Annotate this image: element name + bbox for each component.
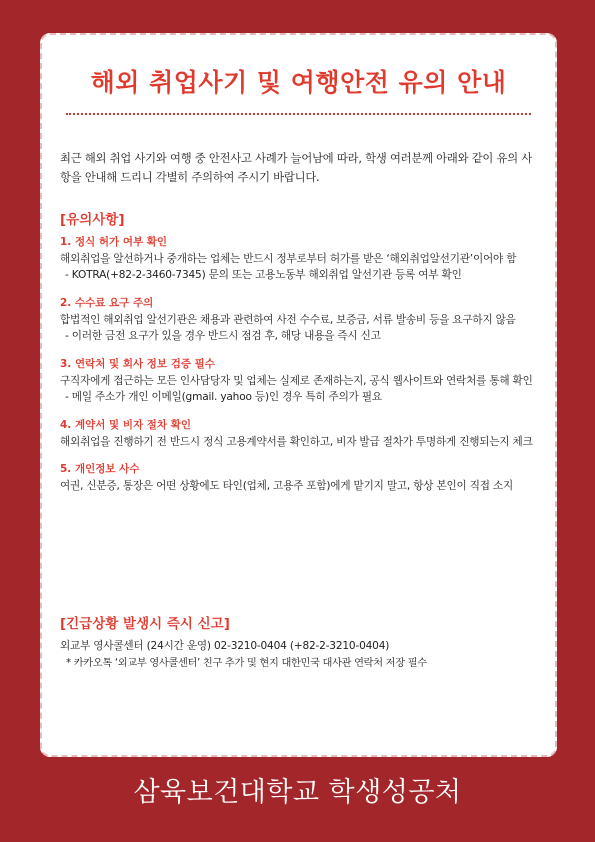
kakaotalk-note: * 카카오톡 ‘외교부 영사콜센터’ 친구 추가 및 현지 대한민국 대사관 연락처 저장 필수: [66, 658, 427, 669]
precautions-heading: [유의사항]: [60, 212, 125, 228]
precaution-item-5: [60, 461, 546, 494]
precaution-item-4: [60, 417, 546, 450]
precaution-note: - KOTRA(+82-2-3460-7345) 문의 또는 고용노동부 해외취업 알선기관 등록 여부 확인: [65, 269, 462, 281]
emergency-section: [60, 615, 546, 672]
precaution-title: 2. 수수료 요구 주의: [60, 297, 154, 309]
emergency-heading: [긴급상황 발생시 즉시 신고]: [60, 616, 230, 632]
precaution-body: 합법적인 해외취업 알선기관은 채용과 관련하여 사전 수수료, 보증금, 서류 발송비 등을 요구하지 않음: [60, 314, 516, 326]
precaution-body: 해외취업을 알선하거나 중개하는 업체는 반드시 정부로부터 허가를 받은 ‘해외취업알선기관’이어야 함: [60, 253, 517, 265]
precaution-note: - 메일 주소가 개인 이메일(gmail. yahoo 등)인 경우 특히 주의가 필요: [65, 391, 382, 403]
precaution-item-3: [60, 356, 546, 406]
precaution-item-1: [60, 234, 546, 284]
title-divider: [66, 113, 531, 115]
precaution-title: 3. 연락처 및 회사 정보 검증 필수: [60, 358, 215, 370]
precaution-item-2: [60, 295, 546, 345]
precaution-body: 구직자에게 접근하는 모든 인사담당자 및 업체는 실제로 존재하는지, 공식 웹사이트와 연락처를 통해 확인: [60, 375, 533, 387]
precaution-title: 5. 개인정보 사수: [60, 463, 140, 475]
precautions-section: [60, 211, 546, 505]
notice-card: [40, 33, 557, 757]
intro-paragraph: 최근 해외 취업 사기와 여행 중 안전사고 사례가 늘어남에 따라, 학생 여러분께 아래와 같이 유의 사항을 안내해 드리니 각별히 주의하여 주시기 바랍니다.: [60, 152, 533, 184]
precaution-title: 1. 정식 허가 여부 확인: [60, 236, 168, 248]
precaution-body: 해외취업을 진행하기 전 반드시 정식 고용계약서를 확인하고, 비자 발급 절차가 투명하게 진행되는지 체크: [60, 436, 533, 448]
precaution-body: 여권, 신분증, 통장은 어떤 상황에도 타인(업체, 고용주 포함)에게 맡기지 말고, 항상 본인이 직접 소지: [60, 480, 514, 492]
page-title: 해외 취업사기 및 여행안전 유의 안내: [90, 68, 507, 97]
precaution-note: - 이러한 금전 요구가 있을 경우 반드시 점검 후, 해당 내용을 즉시 신고: [65, 330, 381, 342]
footer-organization: 삼육보건대학교 학생성공처: [133, 777, 462, 808]
call-center-info: 외교부 영사콜센터 (24시간 운영) 02-3210-0404 (+82-2-3210-0404): [60, 640, 390, 652]
precaution-title: 4. 계약서 및 비자 절차 확인: [60, 419, 192, 431]
